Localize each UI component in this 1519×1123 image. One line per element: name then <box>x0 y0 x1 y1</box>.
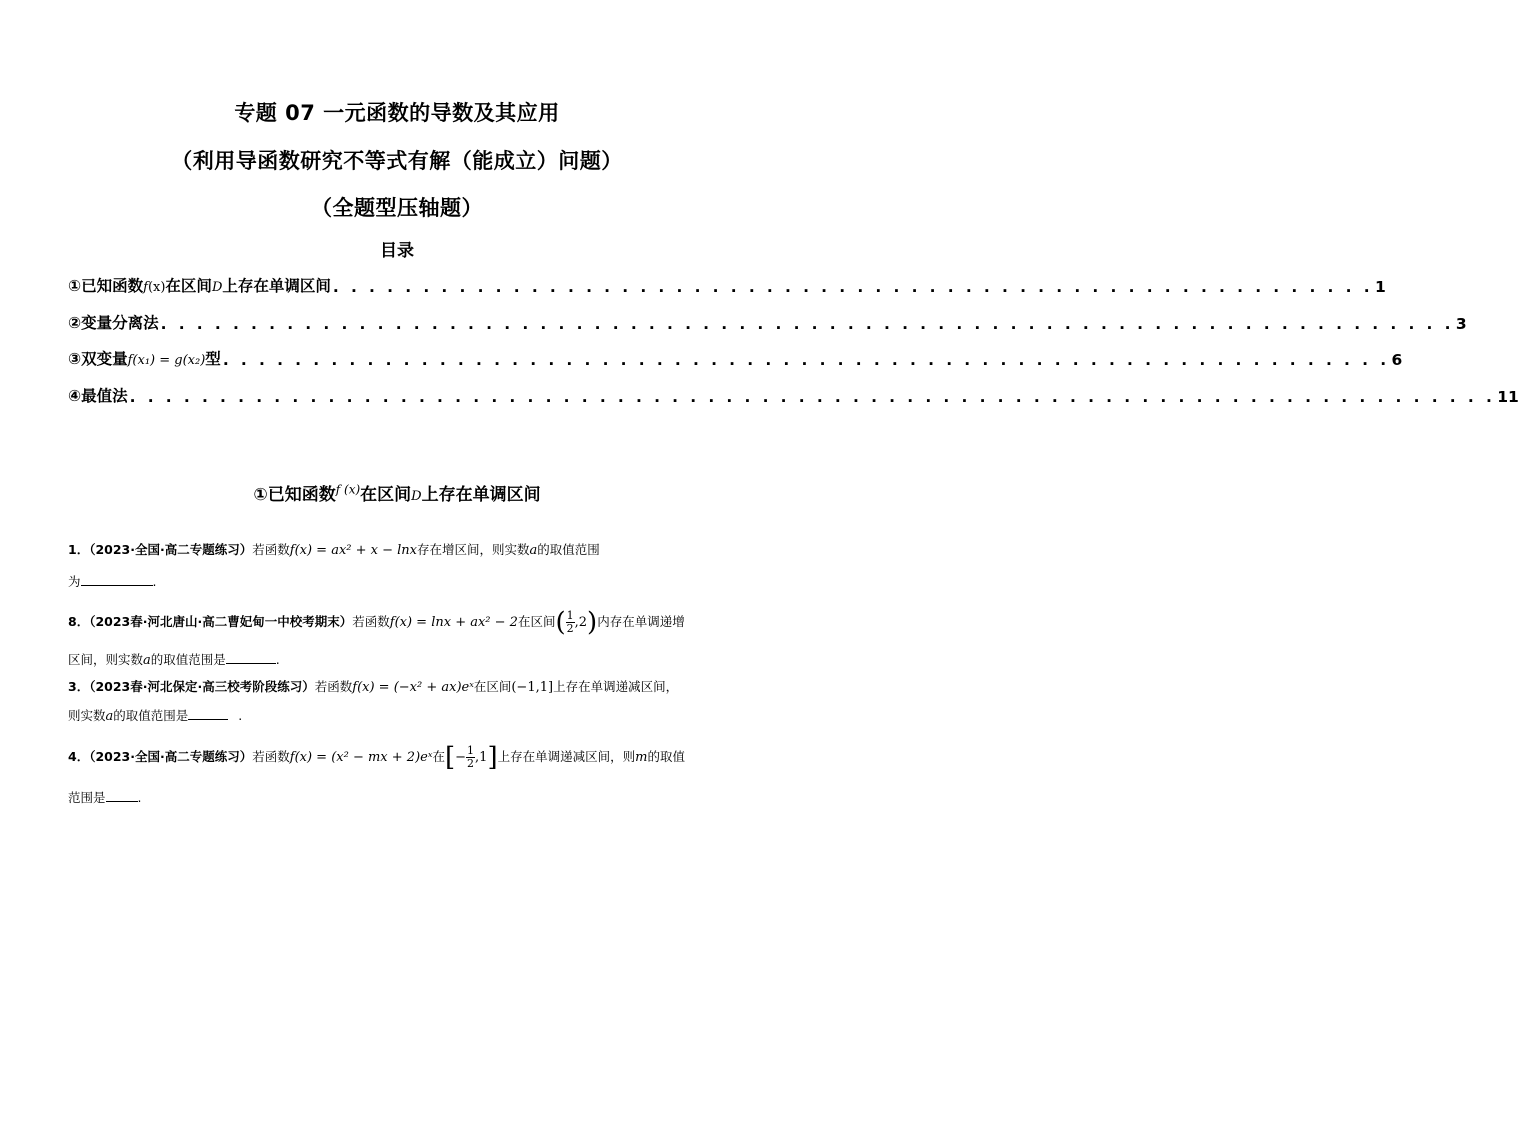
toc-leader: . . . . . . . . . . . . . . . . . . . . . . . . . . . . . . . . . . . . . . . . . . . . . . . . . . . . . . . . . . <box>332 278 1373 296</box>
problem-3-line2: 则实数a的取值范围是 . <box>68 708 243 724</box>
toc-item-label: ②变量分离法 <box>68 314 159 332</box>
fraction: $\frac{1}{2}$ <box>467 744 475 770</box>
answer-blank[interactable] <box>226 651 276 664</box>
toc-leader: . . . . . . . . . . . . . . . . . . . . . . . . . . . . . . . . . . . . . . . . . . . . . . . . . . . . . . . . . . . . . . . . . . . . . . . . <box>160 315 1454 333</box>
section-heading: ①已知函数$^{f (x)}$在区间D上存在单调区间 <box>253 482 541 505</box>
answer-blank[interactable] <box>188 707 228 720</box>
problem-4-line2: 范围是 . <box>68 790 142 805</box>
toc-item-3[interactable] <box>68 345 1403 369</box>
formula: f(x) = (−x² + ax)eˣ <box>352 680 474 695</box>
toc-page-number: 6 <box>1391 351 1403 369</box>
toc-item-4[interactable] <box>68 382 1519 406</box>
formula: f(x) = ax² + x − lnx <box>289 543 418 558</box>
problem-3: 3．（2023春·河北保定·高三校考阶段练习）若函数f(x) = (−x² + ax)eˣ在区间(−1,1]上存在单调递减区间， <box>68 679 679 695</box>
toc-item-1[interactable] <box>68 272 1386 296</box>
formula: f(x) = lnx + ax² − 2 <box>389 615 518 630</box>
doc-subtitle: （利用导函数研究不等式有解（能成立）问题） <box>171 149 623 173</box>
formula: f(x) = (x² − mx + 2)eˣ <box>289 750 433 765</box>
toc-item-2[interactable] <box>68 309 1467 333</box>
problem-8: 8．（2023春·河北唐山·高二曹妃甸一中校考期末）若函数f(x) = lnx + ax² − 2在区间( $\frac{1}{2}$ ,2)内存在单调递增 <box>68 607 685 638</box>
toc-item-label: ①已知函数f(x)在区间D上存在单调区间 <box>68 277 331 295</box>
toc-page-number: 11 <box>1497 388 1519 406</box>
problem-1: 1．（2023·全国·高二专题练习）若函数f(x) = ax² + x − lnx存在增区间，则实数a的取值范围 <box>68 542 600 558</box>
answer-blank[interactable] <box>106 789 138 802</box>
toc-heading: 目录 <box>380 241 414 261</box>
problem-1-line2: 为 . <box>68 574 157 589</box>
fraction: $\frac{1}{2}$ <box>566 609 574 635</box>
doc-title: 专题 07 一元函数的导数及其应用 <box>234 101 560 125</box>
toc-page-number: 3 <box>1455 315 1467 333</box>
doc-subtitle-2: （全题型压轴题） <box>311 196 483 220</box>
toc-leader: . . . . . . . . . . . . . . . . . . . . . . . . . . . . . . . . . . . . . . . . . . . . . . . . . . . . . . . . . . . . . . . . . . . . . . . . . . . . <box>129 388 1496 406</box>
problem-4: 4．（2023·全国·高二专题练习）若函数f(x) = (x² − mx + 2)eˣ在[− $\frac{1}{2}$ ,1]上存在单调递减区间，则m的取值 <box>68 742 685 773</box>
toc-leader: . . . . . . . . . . . . . . . . . . . . . . . . . . . . . . . . . . . . . . . . . . . . . . . . . . . . . . . . . . . . . . . . . <box>222 351 1390 369</box>
toc-item-label: ④最值法 <box>68 387 128 405</box>
answer-blank[interactable] <box>81 573 153 586</box>
toc-item-label: ③双变量f(x₁) = g(x₂)型 <box>68 350 221 368</box>
problem-8-line2: 区间，则实数a的取值范围是 . <box>68 652 280 668</box>
toc-page-number: 1 <box>1375 278 1386 296</box>
